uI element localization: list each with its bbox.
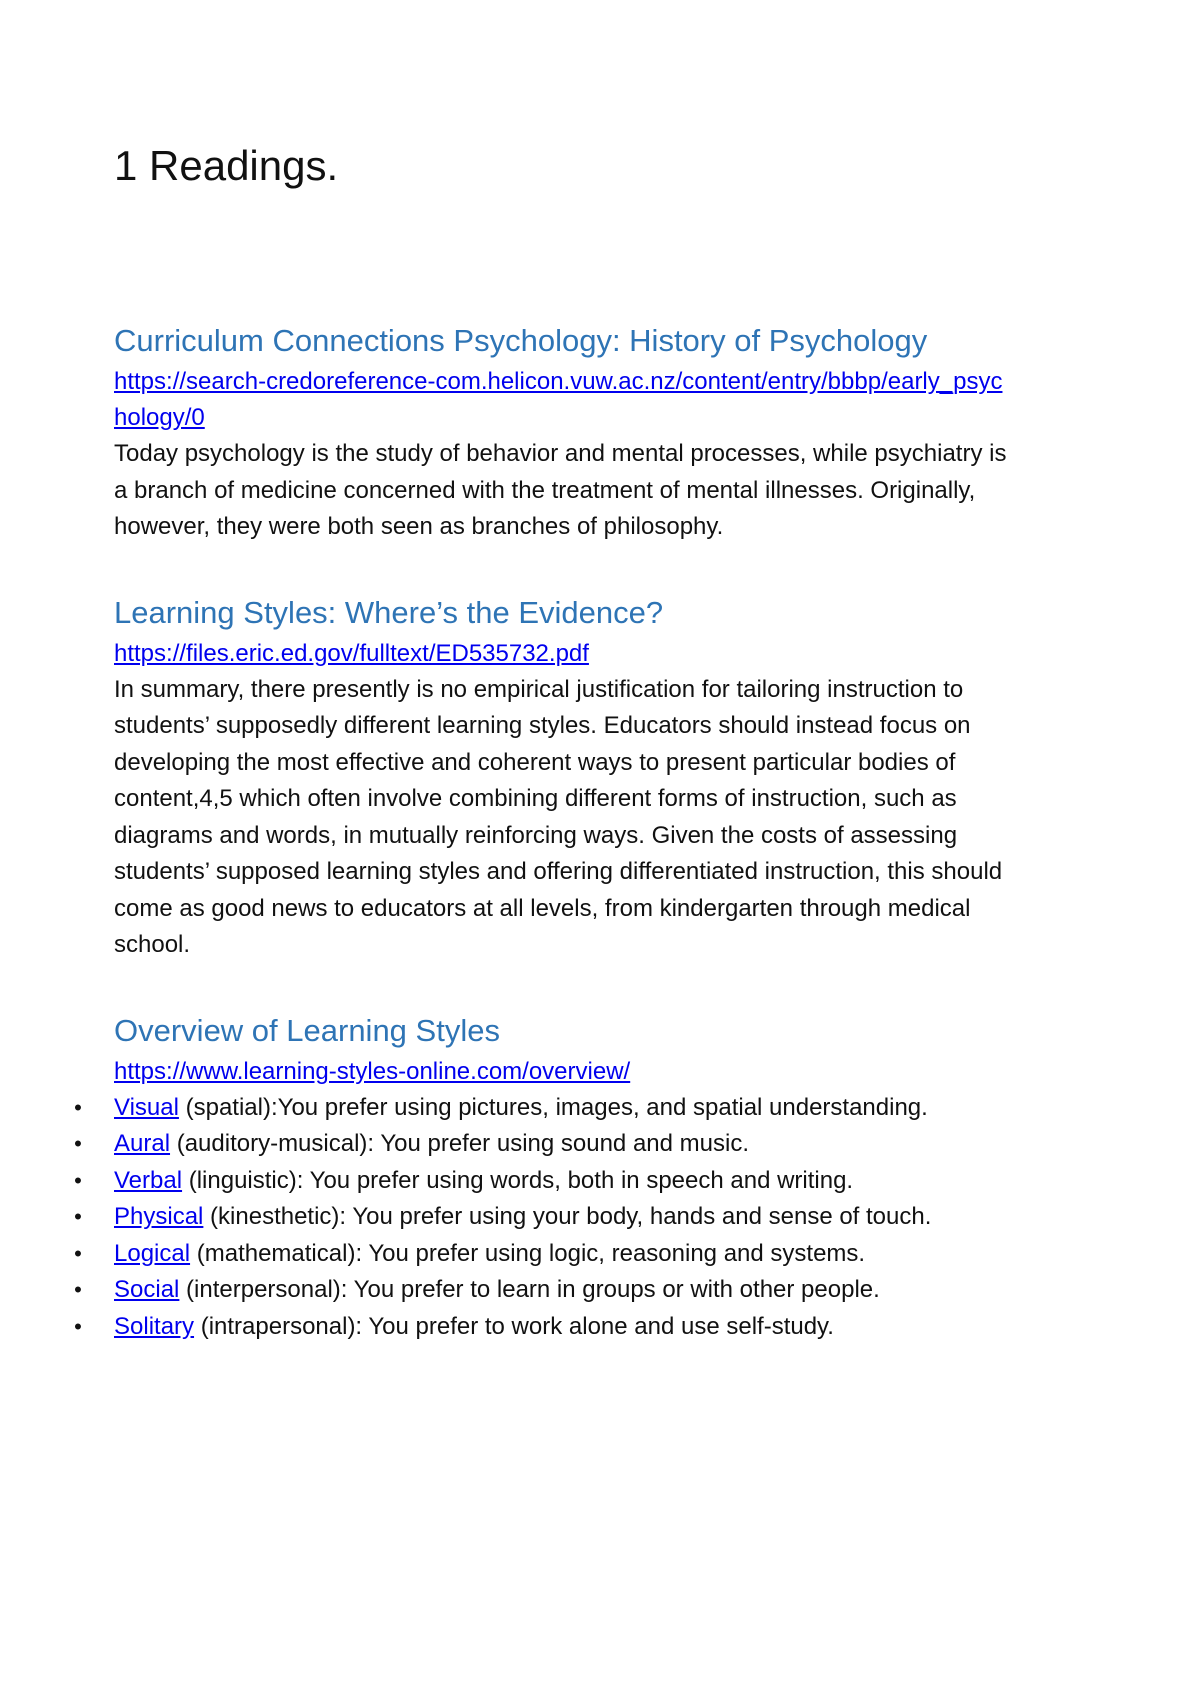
list-item [74,1236,1014,1273]
page-title: 1 Readings. [114,142,339,189]
section-overview-learning-styles [74,1008,1014,1346]
section-body: Today psychology is the study of behavior and mental processes, while psychiatry is a branch of medicine concerned with the treatment of mental illnesses. Originally, however, they were both seen as branches of philosophy. [114,440,1007,540]
style-description: (mathematical): You prefer using logic, reasoning and systems. [190,1239,866,1267]
bullet-icon: • [74,1313,82,1339]
style-description: (linguistic): You prefer using words, both in speech and writing. [182,1166,854,1194]
section-link[interactable]: https://www.learning-styles-online.com/overview/ [114,1057,631,1085]
section-link[interactable]: https://search-credoreference-com.helicon.vuw.ac.nz/content/entry/bbbp/early_psychology/0 [114,368,1003,431]
bullet-icon: • [74,1277,82,1302]
style-link-social[interactable]: Social [114,1276,180,1303]
style-link-physical[interactable]: Physical [114,1203,204,1230]
section-link[interactable]: https://files.eric.ed.gov/fulltext/ED535732.pdf [114,639,589,667]
section-heading: Overview of Learning Styles [114,1012,500,1048]
style-description: (interpersonal): You prefer to learn in groups or with other people. [179,1276,880,1303]
list-item [74,1163,1014,1200]
section-body: In summary, there presently is no empirical justification for tailoring instruction to students’ supposedly different learning styles. Educators should instead focus on developing the most effective and coherent ways to present particular bodies of content,4,5 which often involve combining different forms of instruction, such as diagrams and words, in mutually reinforcing ways. Given the costs of assessing students’ supposed learning styles and offering differentiated instruction, this should come as good news to educators at all levels, from kindergarten through medical school. [114,675,1003,958]
section-heading: Curriculum Connections Psychology: History of Psychology [114,323,928,358]
section-history-of-psychology [114,318,1014,546]
bullet-icon: • [74,1167,82,1193]
section-heading: Learning Styles: Where’s the Evidence? [114,594,664,630]
bullet-icon: • [74,1131,82,1156]
bullet-icon: • [74,1204,82,1229]
list-item [74,1126,1014,1163]
section-learning-styles-evidence [114,590,1014,964]
style-link-visual[interactable]: Visual [114,1093,179,1121]
bullet-icon: • [74,1094,82,1120]
style-link-logical[interactable]: Logical [114,1239,191,1267]
learning-styles-list [74,1090,1014,1346]
style-description: (spatial):You prefer using pictures, images, and spatial understanding. [178,1093,928,1121]
style-description: (intrapersonal): You prefer to work alone and use self-study. [194,1312,834,1340]
list-item [74,1199,1014,1236]
style-description: (kinesthetic): You prefer using your body, hands and sense of touch. [203,1203,932,1230]
bullet-icon: • [74,1240,82,1266]
list-item [74,1272,1014,1309]
document-content [74,140,1014,1389]
list-item [74,1309,1014,1346]
list-item [74,1090,1014,1127]
style-link-verbal[interactable]: Verbal [114,1166,183,1194]
style-description: (auditory-musical): You prefer using sound and music. [170,1130,749,1157]
style-link-solitary[interactable]: Solitary [114,1312,195,1340]
style-link-aural[interactable]: Aural [114,1130,171,1157]
